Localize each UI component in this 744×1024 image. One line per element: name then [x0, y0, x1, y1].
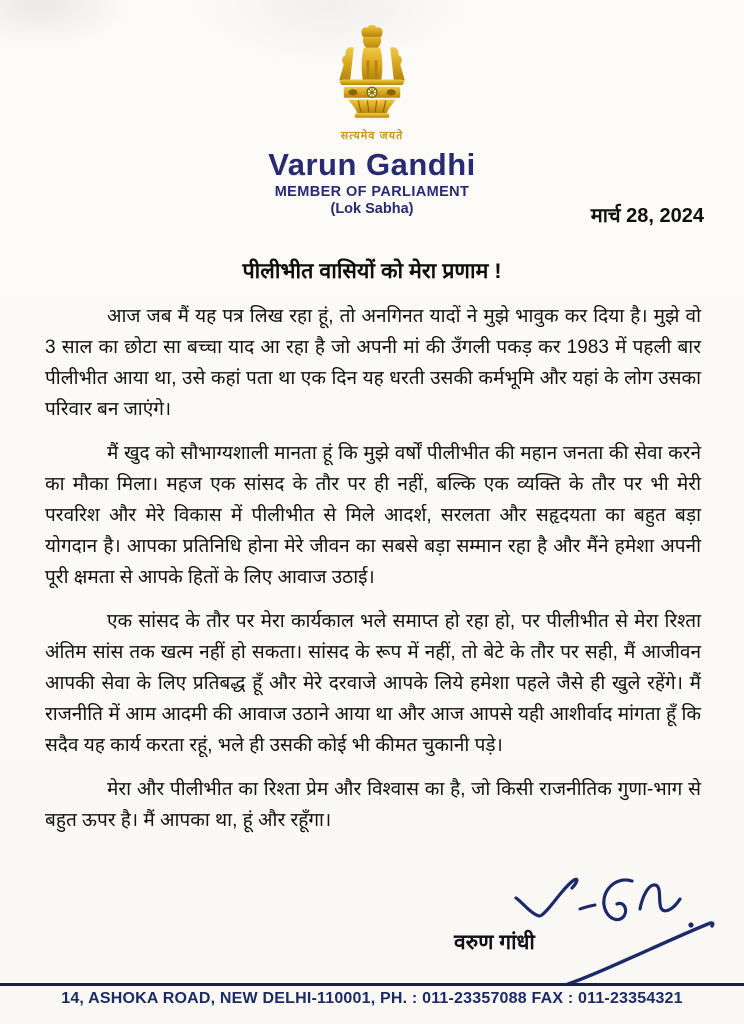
letter-date: मार्च 28, 2024 [590, 205, 704, 227]
letterhead-name: Varun Gandhi [268, 147, 476, 182]
paragraph-2: मैं खुद को सौभाग्यशाली मानता हूं कि मुझे वर्षों पीलीभीत की महान जनता की सेवा करने का मौका मिला। महज एक सांसद के तौर पर ही नहीं, बल्कि एक व्यक्ति के तौर पर भी मेरी परवरिश और मेरे विकास में पीलीभीत से मिले आदर्श, सरलता और सहृदयता का बहुत बड़ा योगदान है। आपका प्रतिनिधि होना मेरे जीवन का सबसे बड़ा सम्मान रहा है और मैंने हमेशा अपनी पूरी क्षमता से आपके हितों के लिए आवाज उठाई। [45, 443, 701, 588]
footer-address: 14, ASHOKA ROAD, NEW DELHI-110001, PH. : 011-23357088 FAX : 011-23354321 [61, 990, 683, 1007]
paragraph-4: मेरा और पीलीभीत का रिश्ता प्रेम और विश्वास का है, जो किसी राजनीतिक गुणा-भाग से बहुत ऊपर है। मैं आपका था, हूं और रहूँगा। [45, 779, 701, 831]
letter-body [45, 301, 701, 849]
paragraph-1: आज जब मैं यह पत्र लिख रहा हूं, तो अनगिनत यादों ने मुझे भावुक कर दिया है। मुझे वो 3 साल का छोटा सा बच्चा याद आ रहा है जो अपनी मां की उँगली पकड़ कर 1983 में पहली बार पीलीभीत आया था, उसे कहां पता था एक दिन यह धरती उसकी कर्मभूमि और यहां के लोग उसका परिवार बन जाएंगे। [45, 306, 701, 420]
letterhead-subtitle: (Lok Sabha) [330, 201, 414, 217]
signature-name: वरुण गांधी [454, 931, 535, 954]
letterhead [0, 24, 744, 217]
salutation-heading: पीलीभीत वासियों को मेरा प्रणाम ! [242, 259, 502, 283]
footer [0, 983, 744, 1008]
signature-block [428, 868, 728, 993]
letterhead-title: MEMBER OF PARLIAMENT [274, 184, 470, 200]
signature-scrawl-icon [428, 868, 728, 993]
emblem-motto: सत्यमेव जयते [340, 130, 404, 142]
ashoka-emblem-icon [326, 24, 418, 126]
paragraph-3: एक सांसद के तौर पर मेरा कार्यकाल भले समाप्त हो रहा हो, पर पीलीभीत से मेरा रिश्ता अंतिम सांस तक खत्म नहीं हो सकता। सांसद के रूप में नहीं, तो बेटे के तौर पर सही, मैं आजीवन आपकी सेवा के लिए प्रतिबद्ध हूँ और मेरे दरवाजे आपके लिये हमेशा पहले जैसे ही खुले रहेंगे। मैं राजनीति में आम आदमी की आवाज उठाने आया था और आज आपसे यही आशीर्वाद मांगता हूँ कि सदैव यह कार्य करता रहूं, भले ही उसकी कोई भी कीमत चुकानी पड़े। [45, 611, 701, 756]
